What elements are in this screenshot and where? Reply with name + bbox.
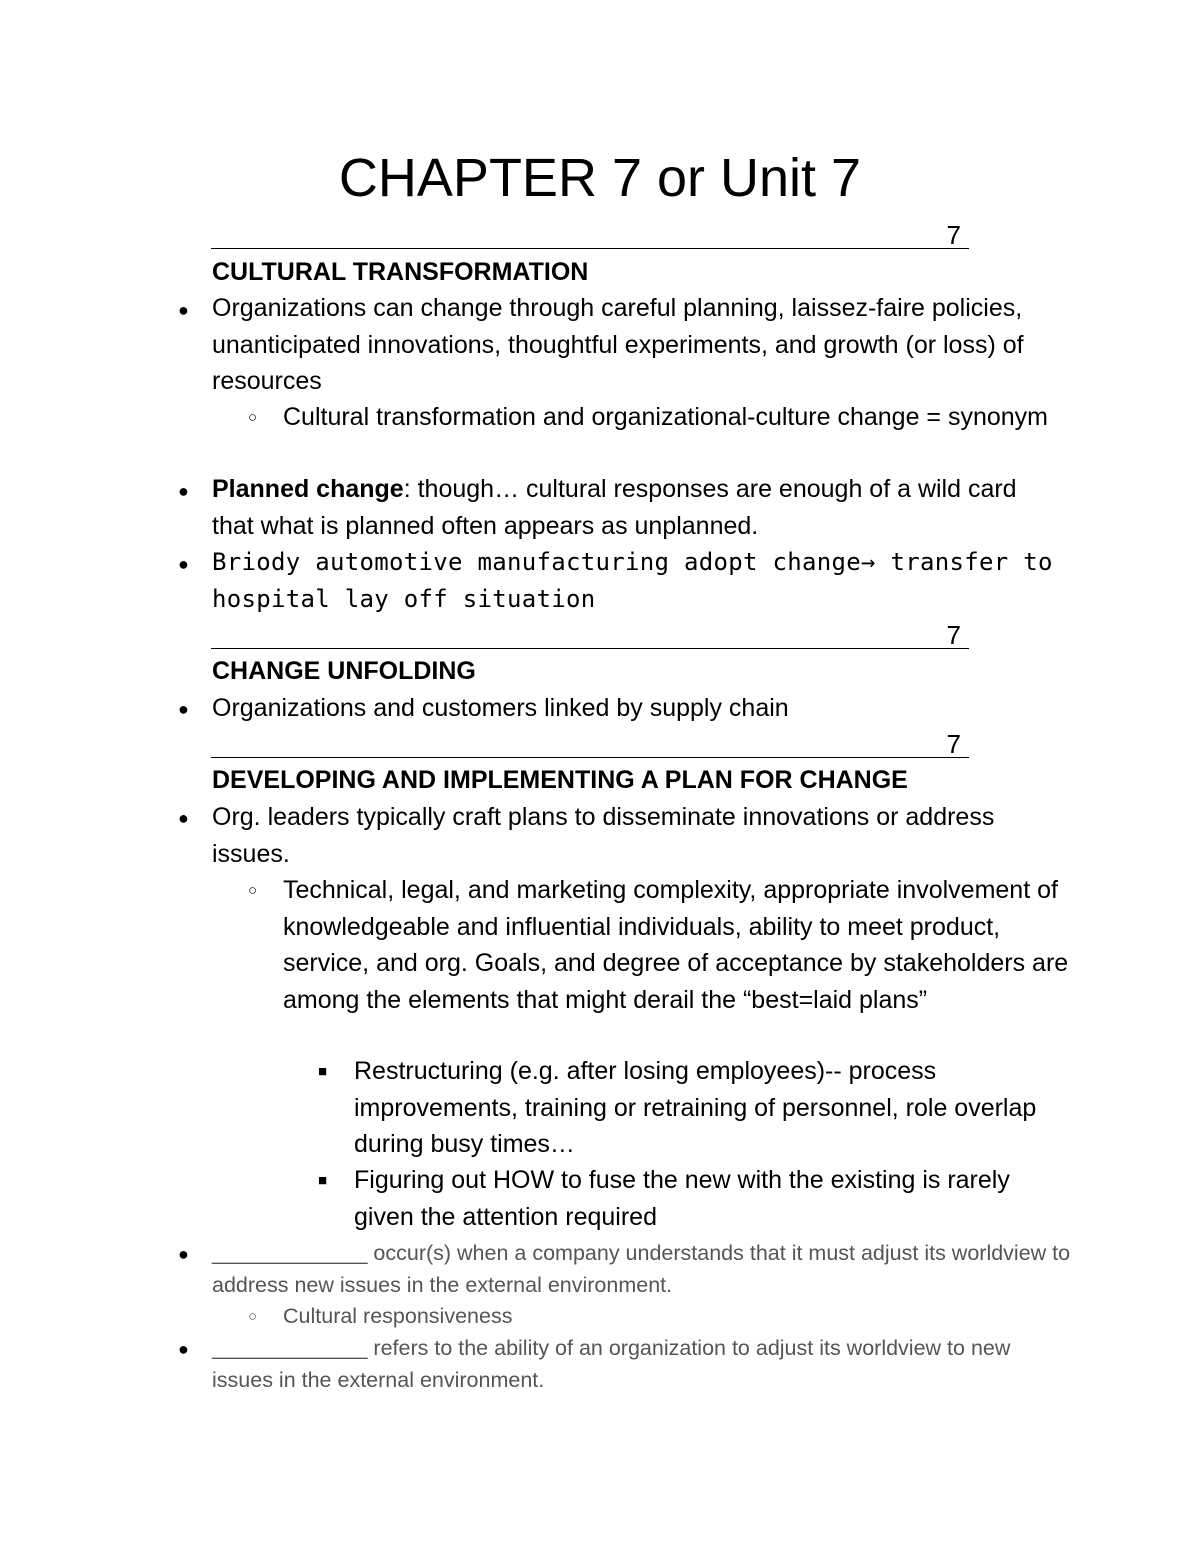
list-item: _____________ occur(s) when a company understands that it must adjust its worldview to address new issues in the external environment.: [212, 1241, 1071, 1297]
bullet-disc-icon: ●: [178, 808, 189, 828]
bullet-circle-icon: ○: [248, 882, 258, 899]
page-title: CHAPTER 7 or Unit 7: [338, 148, 862, 208]
list-item: Organizations can change through careful planning, laissez-faire policies, unanticipated innovations, thoughtful experiments, and growth (or loss) of resources: [212, 294, 1024, 395]
list-item: Technical, legal, and marketing complexity, appropriate involvement of knowledgeable and influential individuals, ability to meet product, service, and org. Goals, and degree of acceptance by stakeholders are among the elements that might derail the “best=laid plans”: [283, 876, 1069, 1014]
bullet-disc-icon: ●: [178, 699, 189, 719]
section-divider: [211, 622, 969, 649]
list-item: [212, 471, 1062, 544]
list-item: _____________ refers to the ability of an organization to adjust its worldview to new issues in the external environment.: [212, 1336, 1011, 1392]
bullet-disc-icon: ●: [178, 481, 189, 501]
list-item: Figuring out HOW to fuse the new with the existing is rarely given the attention required: [354, 1166, 1010, 1231]
section-divider: [211, 731, 969, 758]
section-heading: CULTURAL TRANSFORMATION: [212, 258, 589, 286]
bullet-disc-icon: ●: [178, 1244, 189, 1264]
bullet-disc-icon: ●: [178, 300, 189, 320]
list-item: Organizations and customers linked by supply chain: [212, 694, 789, 722]
bullet-disc-icon: ●: [178, 1339, 189, 1359]
list-item: Briody automotive manufacturing adopt change→ transfer to hospital lay off situation: [212, 548, 1053, 613]
list-item-text: : though… cultural responses are enough of a wild card that what is planned often appears as unplanned.: [212, 475, 1017, 540]
bullet-disc-icon: ●: [178, 554, 189, 574]
bullet-circle-icon: ○: [248, 409, 258, 426]
list-item: Cultural responsiveness: [283, 1304, 513, 1328]
bullet-square-icon: ■: [318, 1063, 328, 1080]
bullet-square-icon: ■: [318, 1172, 328, 1189]
section-heading: DEVELOPING AND IMPLEMENTING A PLAN FOR CHANGE: [212, 766, 908, 794]
divider-number: 7: [946, 729, 961, 759]
list-item: Cultural transformation and organizational-culture change = synonym: [283, 403, 1049, 431]
bullet-circle-icon: ○: [248, 1308, 258, 1325]
list-item: Restructuring (e.g. after losing employees)-- process improvements, training or retraining of personnel, role overlap during busy times…: [354, 1057, 1037, 1158]
section-divider: [211, 222, 969, 249]
section-heading: CHANGE UNFOLDING: [212, 657, 476, 685]
divider-number: 7: [946, 220, 961, 250]
list-item: Org. leaders typically craft plans to disseminate innovations or address issues.: [212, 803, 995, 868]
divider-number: 7: [946, 620, 961, 650]
term-planned-change: Planned change: [212, 475, 404, 503]
